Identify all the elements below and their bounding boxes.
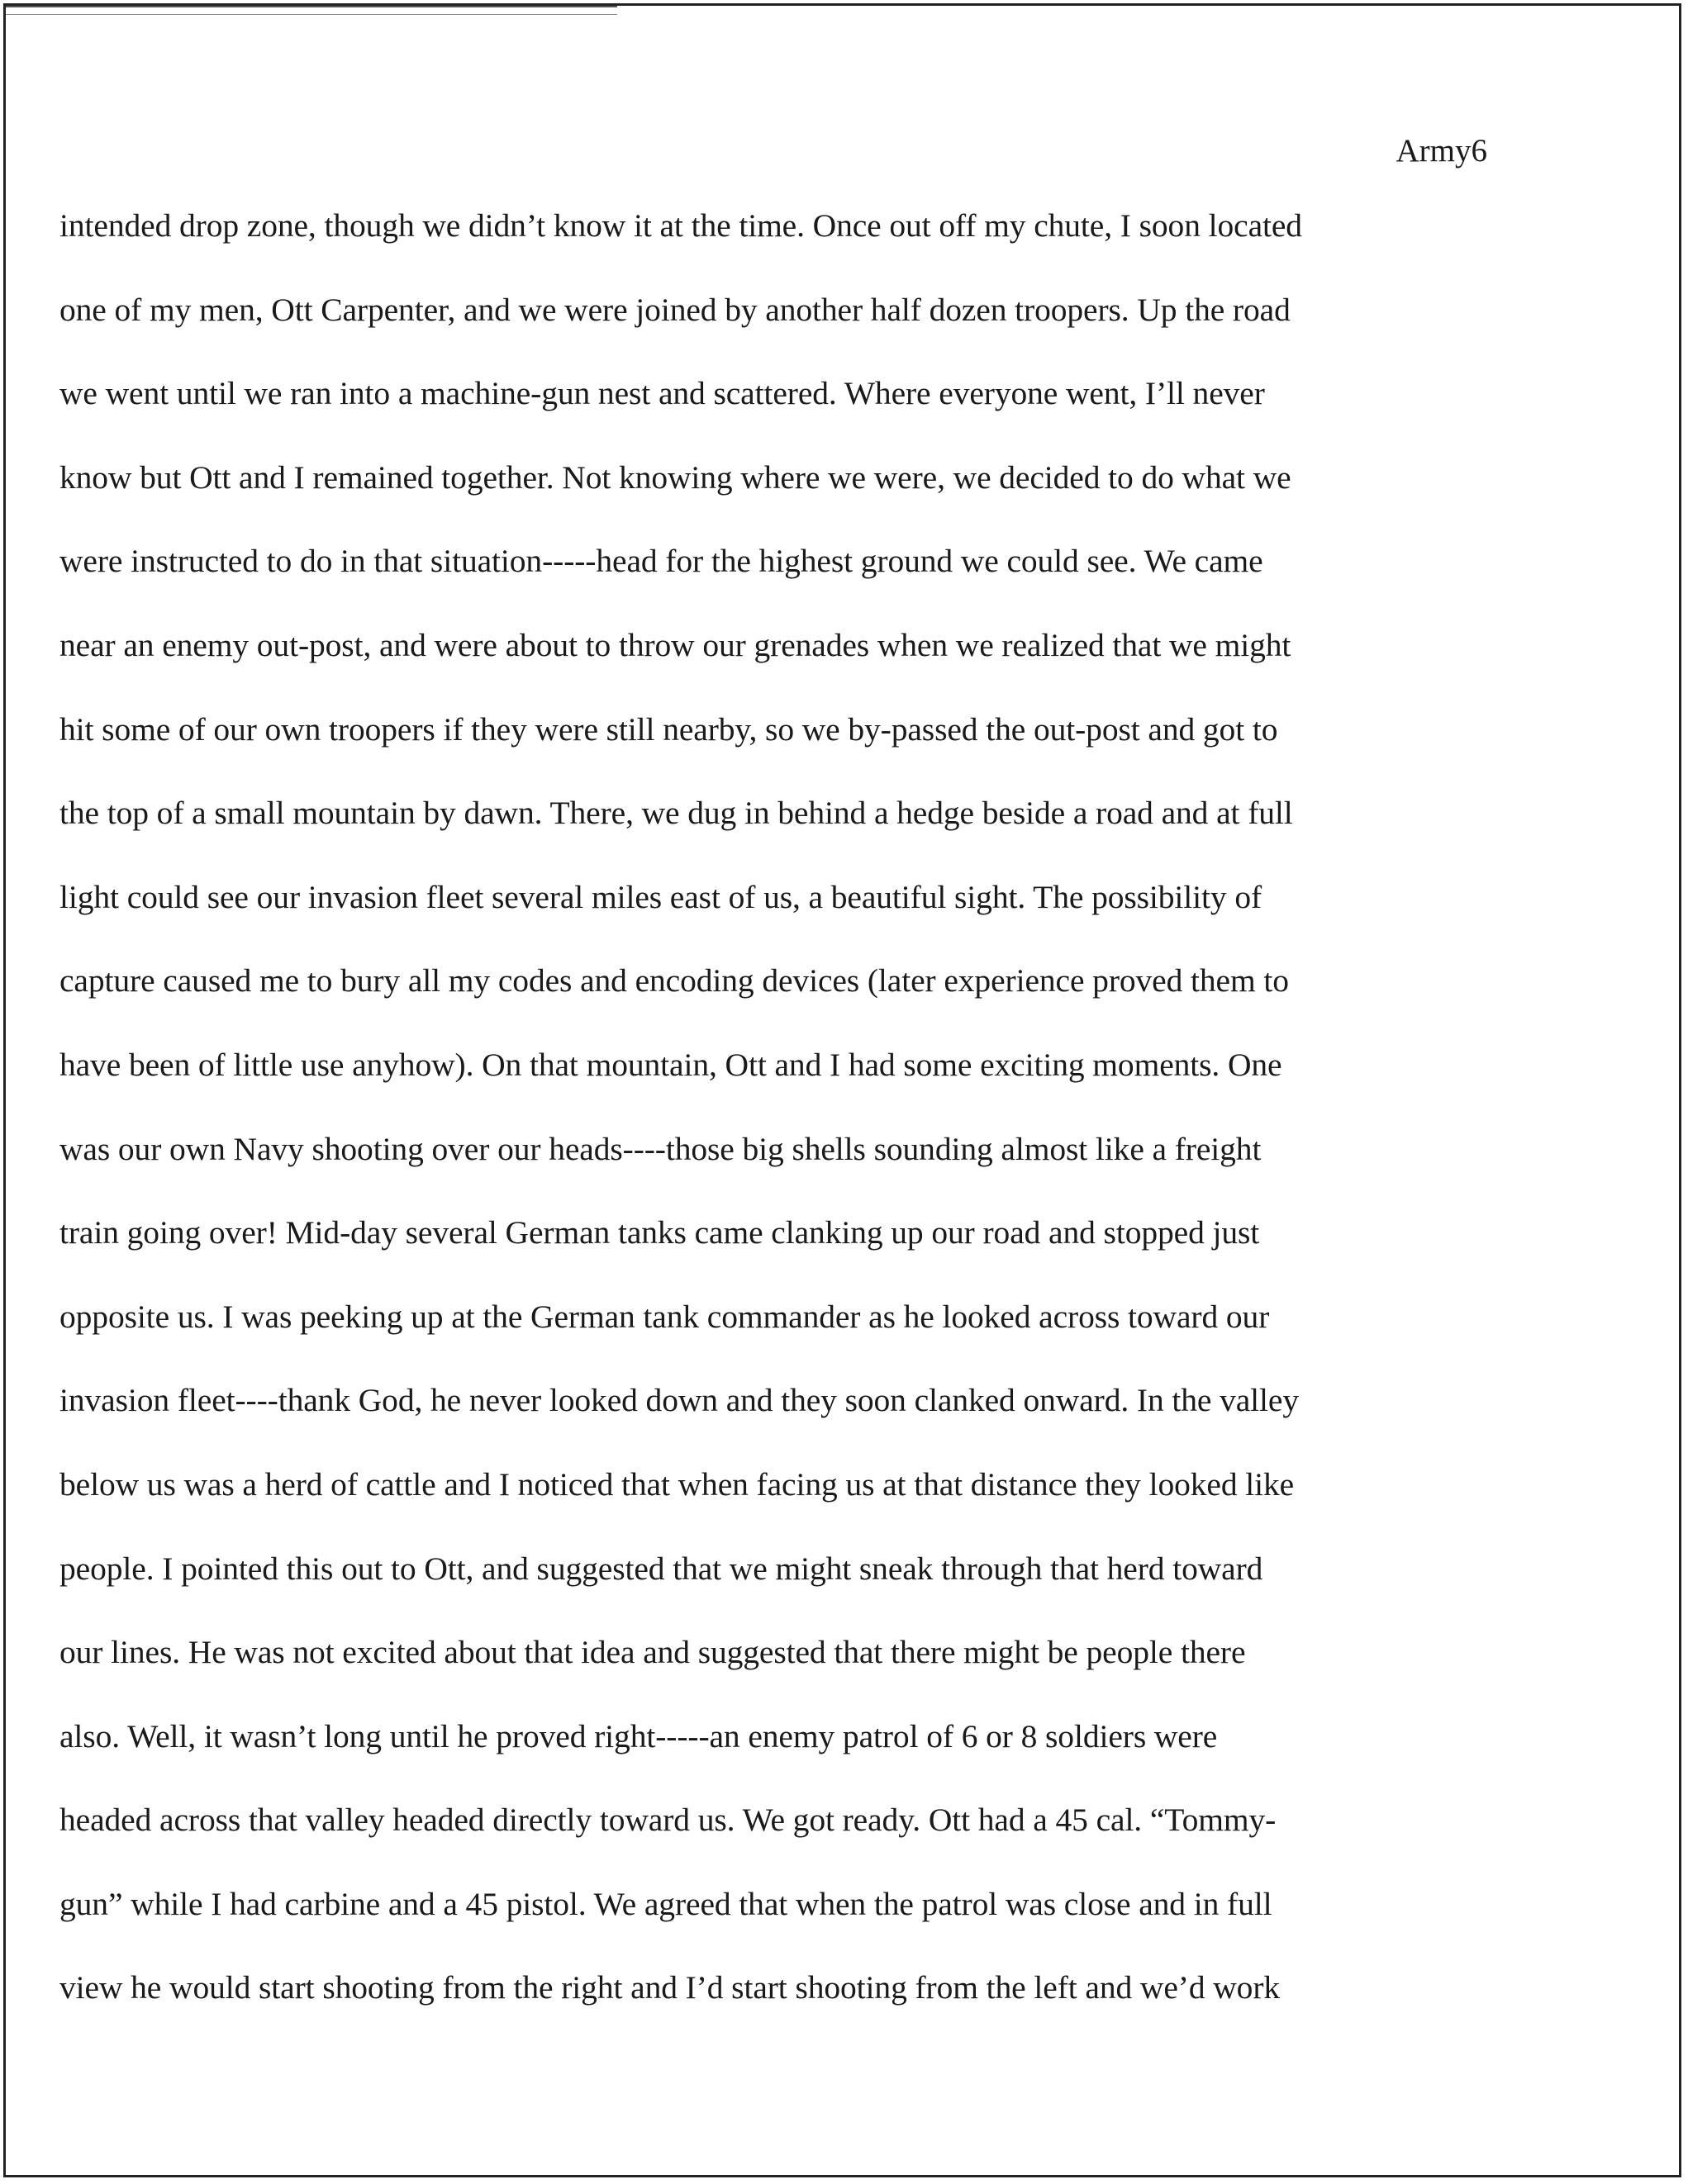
text-line-19: also. Well, it wasn’t long until he proved right-----an enemy patrol of 6 or 8 soldiers were xyxy=(59,1717,1218,1754)
text-line-7: hit some of our own troopers if they were still nearby, so we by-passed the out-post and got to xyxy=(59,710,1278,748)
top-rule-secondary xyxy=(6,14,617,15)
text-line-15: invasion fleet----thank God, he never looked down and they soon clanked onward. In the valley xyxy=(59,1382,1300,1419)
text-line-1: intended drop zone, though we didn’t know it at the time. Once out off my chute, I soon located xyxy=(59,207,1302,244)
text-line-2: one of my men, Ott Carpenter, and we were joined by another half dozen troopers. Up the road xyxy=(59,291,1291,328)
text-line-18: our lines. He was not excited about that idea and suggested that there might be people there xyxy=(59,1634,1246,1671)
text-line-11: have been of little use anyhow). On that mountain, Ott and I had some exciting moments. One xyxy=(59,1046,1282,1083)
page-number: Army6 xyxy=(1396,133,1487,169)
text-line-22: view he would start shooting from the right and I’d start shooting from the left and we’d work xyxy=(59,1969,1281,2006)
text-line-12: was our own Navy shooting over our heads----those big shells sounding almost like a freight xyxy=(59,1130,1262,1167)
text-line-20: headed across that valley headed directly toward us. We got ready. Ott had a 45 cal. “Tommy- xyxy=(59,1802,1277,1839)
text-line-13: train going over! Mid-day several German tanks came clanking up our road and stopped just xyxy=(59,1214,1260,1251)
top-rule xyxy=(6,6,617,7)
text-line-10: capture caused me to bury all my codes and encoding devices (later experience proved them to xyxy=(59,962,1289,999)
text-line-16: below us was a herd of cattle and I noticed that when facing us at that distance they looked like xyxy=(59,1465,1295,1503)
text-line-6: near an enemy out-post, and were about to throw our grenades when we realized that we might xyxy=(59,626,1291,663)
text-line-21: gun” while I had carbine and a 45 pistol. We agreed that when the patrol was close and in full xyxy=(59,1885,1272,1922)
text-line-14: opposite us. I was peeking up at the German tank commander as he looked across toward our xyxy=(59,1298,1270,1335)
text-line-5: were instructed to do in that situation-----head for the highest ground we could see. We came xyxy=(59,543,1263,580)
body-text xyxy=(59,197,1514,2043)
text-line-4: know but Ott and I remained together. Not knowing where we were, we decided to do what we xyxy=(59,458,1291,496)
text-line-3: we went until we ran into a machine-gun nest and scattered. Where everyone went, I’ll never xyxy=(59,375,1265,412)
text-line-9: light could see our invasion fleet several miles east of us, a beautiful sight. The possibility of xyxy=(59,878,1262,915)
text-line-17: people. I pointed this out to Ott, and suggested that we might sneak through that herd toward xyxy=(59,1550,1263,1587)
text-line-8: the top of a small mountain by dawn. There, we dug in behind a hedge beside a road and at full xyxy=(59,795,1293,832)
